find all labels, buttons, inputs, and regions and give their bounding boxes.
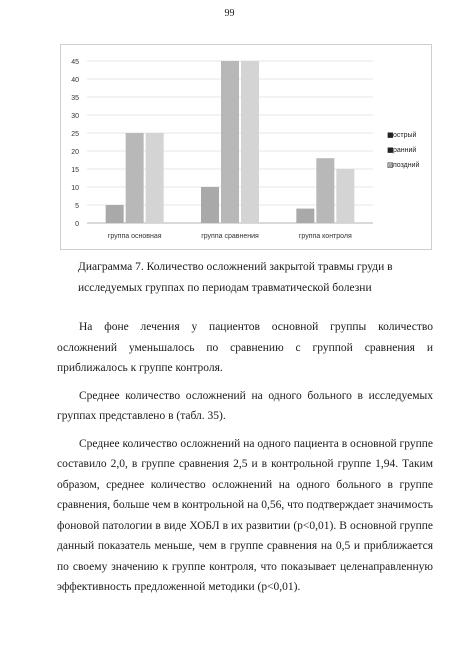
y-tick-label: 20: [71, 149, 79, 156]
x-tick-label: группа сравнения: [201, 233, 259, 240]
paragraph: На фоне лечения у пациентов основной группы количество осложнений уменьшалось по сравнению с группой сравнения и приближалось к группе контроля.: [57, 321, 433, 374]
x-tick-label: группа контроля: [298, 233, 352, 240]
bar: [221, 61, 239, 223]
bar: [241, 61, 259, 223]
caption-line-2: исследуемых группах по периодам травматической болезни: [78, 282, 372, 294]
bar: [336, 169, 354, 223]
paragraph: Среднее количество осложнений на одного больного в исследуемых группах представлено в (табл. 35).: [57, 389, 433, 422]
y-tick-label: 0: [75, 221, 79, 228]
x-tick-label: группа основная: [107, 233, 162, 240]
bar-chart: [60, 44, 432, 250]
bar: [316, 158, 334, 223]
y-tick-label: 15: [71, 167, 79, 174]
legend-label: поздний: [393, 162, 420, 169]
bar: [201, 187, 219, 223]
figure-caption: [78, 257, 438, 299]
legend-label: ранний: [393, 147, 417, 154]
y-tick-label: 5: [75, 203, 79, 210]
bar: [296, 209, 314, 223]
y-tick-label: 25: [71, 131, 79, 138]
chart-canvas: [61, 45, 433, 251]
paragraph: Среднее количество осложнений на одного пациента в основной группе составило 2,0, в группе сравнения 2,5 и в контрольной группе 1,94. Таким образом, среднее количество осложнений на одного больного в группе сравнения, больше чем в контрольной на 0,56, что подтверждает значимость фоновой патологии в виде ХОБЛ в их развитии (р<0,01). В основной группе данный показатель меньше, чем в группе сравнения на 0,5 и приближается по своему значению к группе контроля, что показывает целенаправленную эффективность предложенной методики (р<0,01).: [57, 437, 433, 593]
y-tick-label: 40: [71, 77, 79, 84]
bar: [106, 205, 124, 223]
legend-label: острый: [393, 132, 417, 139]
bar: [126, 133, 144, 223]
y-tick-label: 35: [71, 95, 79, 102]
legend-marker: ■: [387, 146, 394, 154]
y-tick-label: 30: [71, 113, 79, 120]
legend-marker: ▨: [387, 161, 394, 169]
body-text: [57, 317, 433, 598]
page-number: 99: [224, 8, 235, 19]
y-tick-label: 45: [71, 59, 79, 66]
legend-marker: ■: [387, 131, 394, 139]
y-tick-label: 10: [71, 185, 79, 192]
bar: [146, 133, 164, 223]
caption-line-1: Диаграмма 7. Количество осложнений закрытой травмы груди в: [78, 261, 393, 273]
